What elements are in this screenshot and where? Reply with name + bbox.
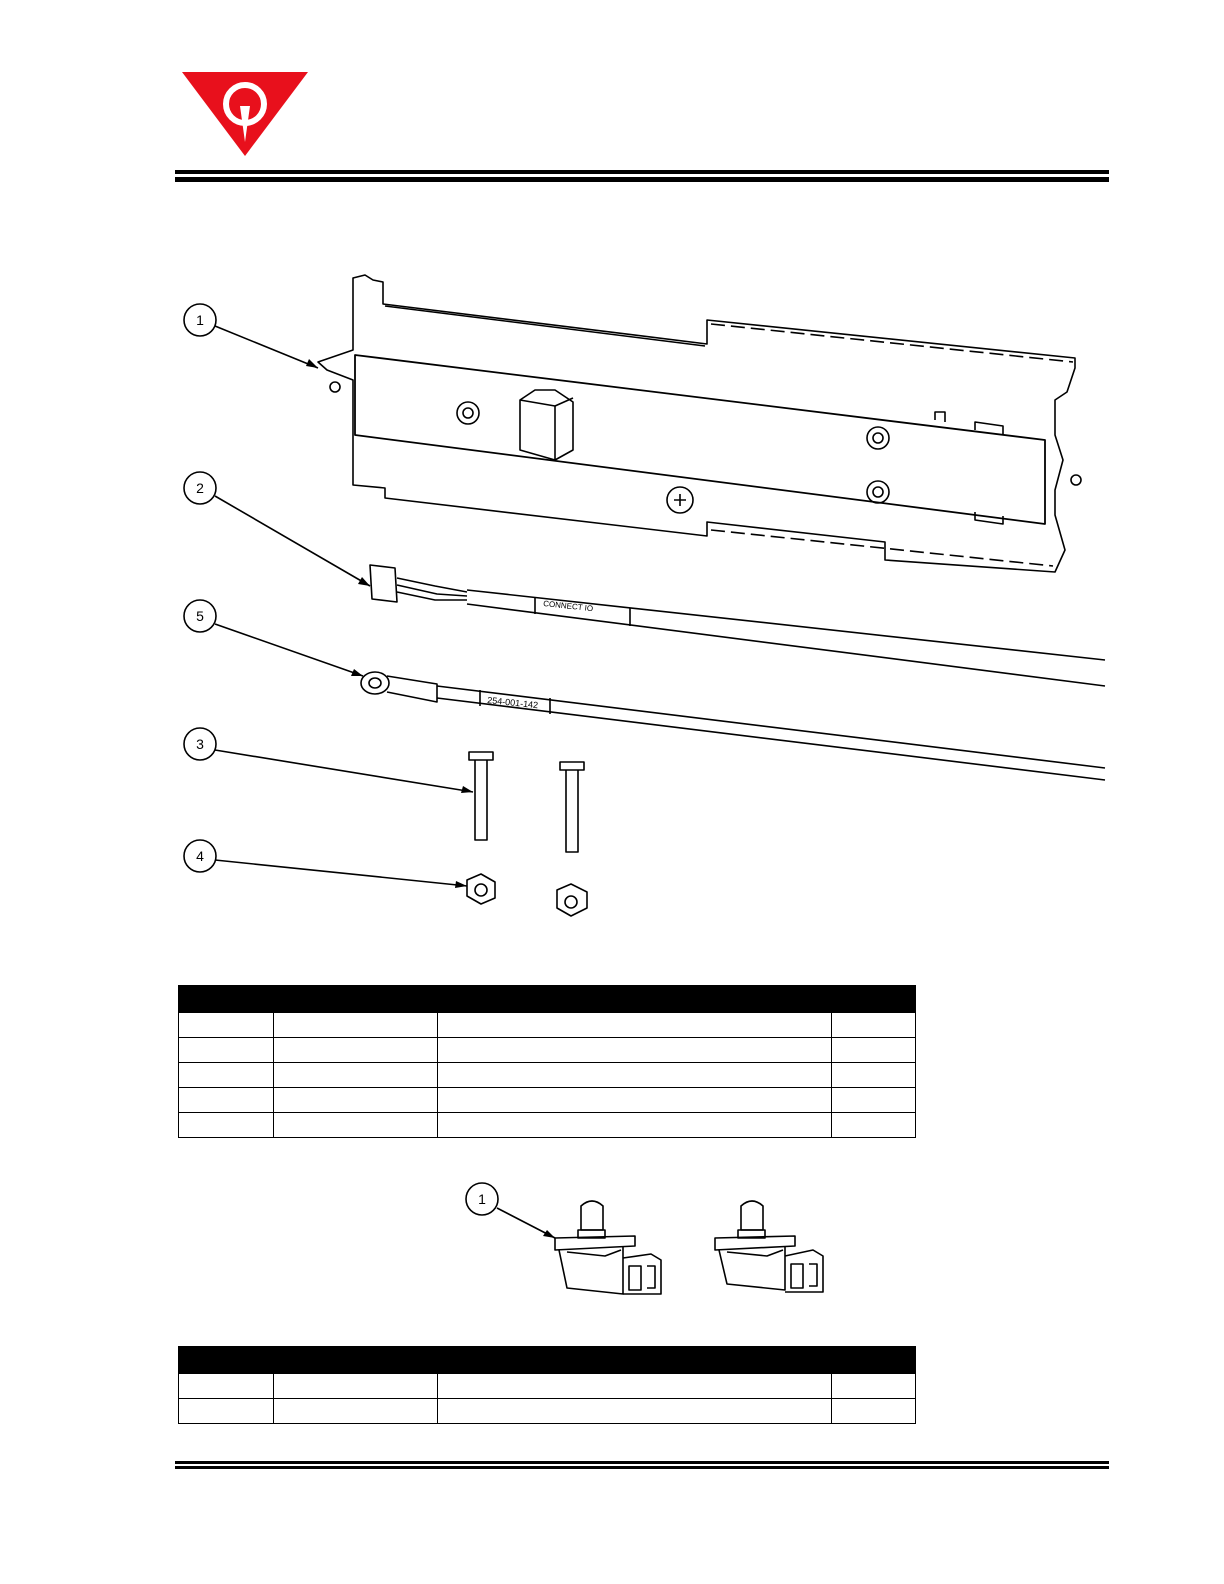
table-cell	[832, 1088, 916, 1113]
company-logo	[178, 70, 312, 158]
table-cell	[832, 1063, 916, 1088]
table-cell	[438, 1399, 832, 1424]
parts-table-2	[178, 1346, 916, 1424]
callout-5-label: 5	[196, 608, 204, 624]
switch-a-connector	[629, 1266, 641, 1290]
table-header-row	[179, 1347, 916, 1374]
leader-2	[215, 496, 370, 586]
component-small-1	[935, 412, 945, 422]
switch-b	[715, 1201, 823, 1292]
mount-hole-right	[1071, 475, 1081, 485]
table-header-cell	[438, 1347, 832, 1374]
switch-b-connector	[791, 1264, 803, 1288]
table-cell	[179, 1374, 274, 1399]
table-cell	[179, 1013, 274, 1038]
callout-2-label: 2	[196, 480, 204, 496]
table-cell	[438, 1063, 832, 1088]
table-cell	[274, 1399, 438, 1424]
table-cell	[438, 1013, 832, 1038]
table-row	[179, 1088, 916, 1113]
mount-hole-left	[330, 382, 340, 392]
table-cell	[179, 1088, 274, 1113]
table-cell	[274, 1088, 438, 1113]
bracket-fold-upper	[711, 324, 1073, 362]
callout-3-label: 3	[196, 736, 204, 752]
table-row	[179, 1063, 916, 1088]
switch-parts-diagram	[455, 1170, 855, 1310]
table-row	[179, 1113, 916, 1138]
table-row	[179, 1038, 916, 1063]
table-cell	[274, 1374, 438, 1399]
leader-1	[215, 326, 318, 368]
screw-3b	[560, 762, 584, 852]
leader-3	[215, 750, 473, 792]
cable-2-label: CONNECT IO	[542, 599, 594, 614]
table-cell	[832, 1399, 916, 1424]
bracket-fold-lower	[711, 530, 1053, 566]
leader-4	[215, 860, 467, 886]
bracket-outline	[318, 275, 1075, 572]
table-cell	[832, 1374, 916, 1399]
table-cell	[274, 1013, 438, 1038]
table-cell	[274, 1063, 438, 1088]
table-row	[179, 1013, 916, 1038]
header-rule-top	[175, 170, 1109, 174]
table-header-row	[179, 986, 916, 1013]
table-cell	[274, 1038, 438, 1063]
ring-terminal	[361, 672, 389, 694]
connector-housing	[370, 565, 397, 602]
switch-block-top	[520, 398, 573, 406]
table-row	[179, 1374, 916, 1399]
pcb-board	[355, 355, 1045, 524]
cable-2-assembly	[370, 565, 1105, 686]
table-cell	[438, 1088, 832, 1113]
board-nut-1	[457, 402, 479, 424]
header-rule-bottom	[175, 177, 1109, 182]
table-cell	[832, 1113, 916, 1138]
table-cell	[274, 1113, 438, 1138]
leader-5	[215, 624, 363, 676]
cable-5-label: 254-001-142	[486, 695, 539, 711]
screw-3a	[469, 752, 493, 840]
switch-block	[520, 390, 573, 460]
switch-a-plunger	[581, 1201, 603, 1230]
bracket-edge-upper	[385, 306, 705, 346]
callout-4-label: 4	[196, 848, 204, 864]
table-cell	[179, 1113, 274, 1138]
table-cell	[179, 1399, 274, 1424]
table-header-cell	[832, 1347, 916, 1374]
switch-b-plunger	[741, 1201, 763, 1230]
table-row	[179, 1399, 916, 1424]
board-screw	[667, 487, 693, 513]
table-cell	[832, 1038, 916, 1063]
table-header-cell	[179, 1347, 274, 1374]
table-header-cell	[438, 986, 832, 1013]
table-cell	[179, 1063, 274, 1088]
nut-4a	[467, 874, 495, 904]
table-cell	[438, 1374, 832, 1399]
switch-a	[555, 1201, 661, 1294]
nut-4b	[557, 884, 587, 916]
table-header-cell	[179, 986, 274, 1013]
board-nut-3	[867, 481, 889, 503]
board-nut-2	[867, 427, 889, 449]
table-cell	[832, 1013, 916, 1038]
table-cell	[438, 1038, 832, 1063]
table-cell	[179, 1038, 274, 1063]
table-header-cell	[274, 1347, 438, 1374]
footer-rule-bottom	[175, 1466, 1109, 1469]
callout-1-fig2-label: 1	[478, 1191, 486, 1207]
cable-5-assembly	[361, 672, 1105, 780]
callout-1-label: 1	[196, 312, 204, 328]
exploded-parts-diagram	[175, 240, 1109, 940]
table-header-cell	[832, 986, 916, 1013]
table-header-cell	[274, 986, 438, 1013]
footer-rule-top	[175, 1461, 1109, 1464]
table-cell	[438, 1113, 832, 1138]
parts-table-1	[178, 985, 916, 1138]
